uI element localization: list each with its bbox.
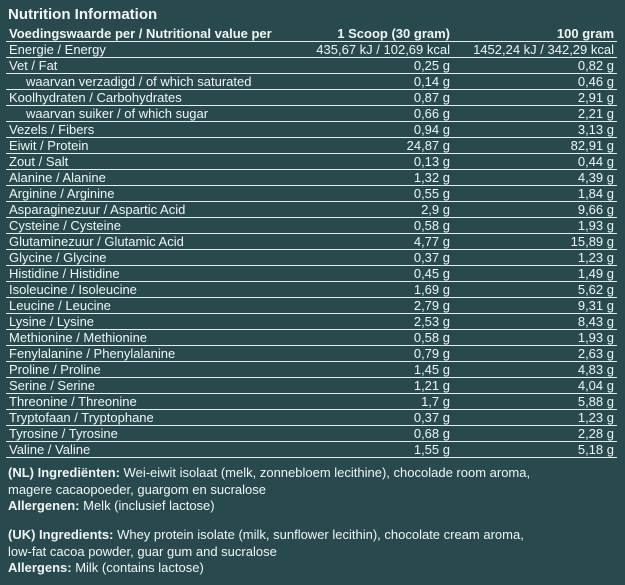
row-value-per-scoop: 0,79 g	[307, 346, 453, 362]
row-label: Fenylalanine / Phenylalanine	[6, 346, 307, 362]
table-row	[6, 154, 617, 170]
table-row	[6, 442, 617, 458]
row-value-per-scoop: 0,58 g	[307, 218, 453, 234]
header-per-100g: 100 gram	[453, 26, 617, 42]
row-label: Alanine / Alanine	[6, 170, 307, 186]
row-value-per-scoop: 2,79 g	[307, 298, 453, 314]
row-value-per-100g: 4,83 g	[453, 362, 617, 378]
row-label: waarvan suiker / of which sugar	[6, 106, 307, 122]
row-value-per-scoop: 0,37 g	[307, 250, 453, 266]
table-row	[6, 42, 617, 58]
row-value-per-100g: 5,62 g	[453, 282, 617, 298]
allergens-uk-text: Milk (contains lactose)	[71, 559, 204, 575]
allergens-uk-label: Allergens:	[8, 559, 72, 575]
row-label: Valine / Valine	[6, 442, 307, 458]
table-row	[6, 314, 617, 330]
row-value-per-scoop: 2,9 g	[307, 202, 453, 218]
row-value-per-100g: 8,43 g	[453, 314, 617, 330]
row-value-per-scoop: 1,55 g	[307, 442, 453, 458]
table-row	[6, 218, 617, 234]
table-row	[6, 138, 617, 154]
row-value-per-100g: 82,91 g	[453, 138, 617, 154]
row-value-per-100g: 3,13 g	[453, 122, 617, 138]
row-value-per-100g: 5,88 g	[453, 394, 617, 410]
table-row	[6, 106, 617, 122]
row-value-per-scoop: 2,53 g	[307, 314, 453, 330]
table-row	[6, 186, 617, 202]
row-value-per-scoop: 0,55 g	[307, 186, 453, 202]
nutrition-table	[6, 26, 617, 458]
row-value-per-scoop: 0,13 g	[307, 154, 453, 170]
row-value-per-scoop: 0,14 g	[307, 74, 453, 90]
table-body	[6, 42, 617, 458]
table-row	[6, 298, 617, 314]
table-row	[6, 58, 617, 74]
row-label: Lysine / Lysine	[6, 314, 307, 330]
table-row	[6, 202, 617, 218]
table-row	[6, 170, 617, 186]
row-label: Asparaginezuur / Aspartic Acid	[6, 202, 307, 218]
allergens-uk	[8, 560, 619, 576]
row-label: Tyrosine / Tyrosine	[6, 426, 307, 442]
row-value-per-100g: 5,18 g	[453, 442, 617, 458]
row-label: Cysteine / Cysteine	[6, 218, 307, 234]
panel-title: Nutrition Information	[8, 6, 158, 23]
row-label: Glutaminezuur / Glutamic Acid	[6, 234, 307, 250]
row-label: Tryptofaan / Tryptophane	[6, 410, 307, 426]
row-value-per-scoop: 1,45 g	[307, 362, 453, 378]
table-row	[6, 410, 617, 426]
row-value-per-scoop: 1,69 g	[307, 282, 453, 298]
row-label: Histidine / Histidine	[6, 266, 307, 282]
row-value-per-100g: 1,93 g	[453, 218, 617, 234]
row-value-per-100g: 9,66 g	[453, 202, 617, 218]
row-value-per-scoop: 0,37 g	[307, 410, 453, 426]
ingredients-uk-text: Whey protein isolate (milk, sunflower lecithin), chocolate cream aroma,	[113, 527, 524, 543]
row-label: Glycine / Glycine	[6, 250, 307, 266]
row-value-per-scoop: 24,87 g	[307, 138, 453, 154]
ingredients-uk	[8, 527, 619, 543]
row-value-per-scoop: 0,87 g	[307, 90, 453, 106]
table-row	[6, 394, 617, 410]
row-label: Threonine / Threonine	[6, 394, 307, 410]
table-row	[6, 74, 617, 90]
table-row	[6, 346, 617, 362]
row-label: Eiwit / Protein	[6, 138, 307, 154]
row-label: Methionine / Methionine	[6, 330, 307, 346]
row-value-per-100g: 0,82 g	[453, 58, 617, 74]
row-value-per-100g: 2,28 g	[453, 426, 617, 442]
row-value-per-scoop: 1,7 g	[307, 394, 453, 410]
row-label: Vet / Fat	[6, 58, 307, 74]
row-value-per-100g: 2,63 g	[453, 346, 617, 362]
row-value-per-100g: 1,23 g	[453, 410, 617, 426]
allergens-nl-text: Melk (inclusief lactose)	[79, 497, 215, 513]
row-value-per-scoop: 1,32 g	[307, 170, 453, 186]
header-per-scoop: 1 Scoop (30 gram)	[307, 26, 453, 42]
row-value-per-scoop: 1,21 g	[307, 378, 453, 394]
table-row	[6, 426, 617, 442]
row-label: Isoleucine / Isoleucine	[6, 282, 307, 298]
row-value-per-100g: 2,91 g	[453, 90, 617, 106]
table-row	[6, 250, 617, 266]
row-value-per-scoop: 4,77 g	[307, 234, 453, 250]
ingredients-nl	[8, 465, 619, 481]
allergens-nl	[8, 498, 619, 514]
header-label: Voedingswaarde per / Nutritional value per	[6, 26, 307, 42]
table-row	[6, 90, 617, 106]
table-row	[6, 122, 617, 138]
row-value-per-100g: 0,44 g	[453, 154, 617, 170]
row-label: Leucine / Leucine	[6, 298, 307, 314]
row-value-per-100g: 1,84 g	[453, 186, 617, 202]
table-row	[6, 362, 617, 378]
row-value-per-100g: 9,31 g	[453, 298, 617, 314]
ingredients-nl-text: Wei-eiwit isolaat (melk, zonnebloem lecithine), chocolade room aroma,	[119, 465, 531, 481]
ingredients-uk-continued: low-fat cacoa powder, guar gum and sucralose	[8, 543, 277, 559]
table-row	[6, 234, 617, 250]
ingredients-uk-label: (UK) Ingredients:	[8, 527, 114, 543]
ingredients-nl-label: (NL) Ingrediënten:	[8, 465, 120, 481]
row-value-per-100g: 1452,24 kJ / 342,29 kcal	[453, 42, 617, 58]
row-value-per-100g: 4,39 g	[453, 170, 617, 186]
ingredients-nl-continued: magere cacaopoeder, guargom en sucralose	[8, 481, 266, 497]
table-header-row	[6, 26, 617, 42]
row-label: Serine / Serine	[6, 378, 307, 394]
row-label: Energie / Energy	[6, 42, 307, 58]
row-value-per-100g: 1,93 g	[453, 330, 617, 346]
allergens-nl-label: Allergenen:	[8, 497, 80, 513]
row-value-per-100g: 1,49 g	[453, 266, 617, 282]
row-label: Zout / Salt	[6, 154, 307, 170]
table-row	[6, 378, 617, 394]
row-value-per-scoop: 0,94 g	[307, 122, 453, 138]
row-value-per-100g: 1,23 g	[453, 250, 617, 266]
row-label: Koolhydraten / Carbohydrates	[6, 90, 307, 106]
row-value-per-100g: 4,04 g	[453, 378, 617, 394]
table-row	[6, 330, 617, 346]
table-row	[6, 266, 617, 282]
row-value-per-100g: 15,89 g	[453, 234, 617, 250]
row-value-per-100g: 0,46 g	[453, 74, 617, 90]
row-value-per-scoop: 0,66 g	[307, 106, 453, 122]
row-label: waarvan verzadigd / of which saturated	[6, 74, 307, 90]
row-label: Arginine / Arginine	[6, 186, 307, 202]
row-value-per-scoop: 0,68 g	[307, 426, 453, 442]
row-value-per-scoop: 435,67 kJ / 102,69 kcal	[307, 42, 453, 58]
table-row	[6, 282, 617, 298]
ingredients-section	[6, 465, 619, 576]
row-value-per-scoop: 0,45 g	[307, 266, 453, 282]
row-label: Proline / Proline	[6, 362, 307, 378]
row-label: Vezels / Fibers	[6, 122, 307, 138]
row-value-per-scoop: 0,58 g	[307, 330, 453, 346]
row-value-per-100g: 2,21 g	[453, 106, 617, 122]
row-value-per-scoop: 0,25 g	[307, 58, 453, 74]
